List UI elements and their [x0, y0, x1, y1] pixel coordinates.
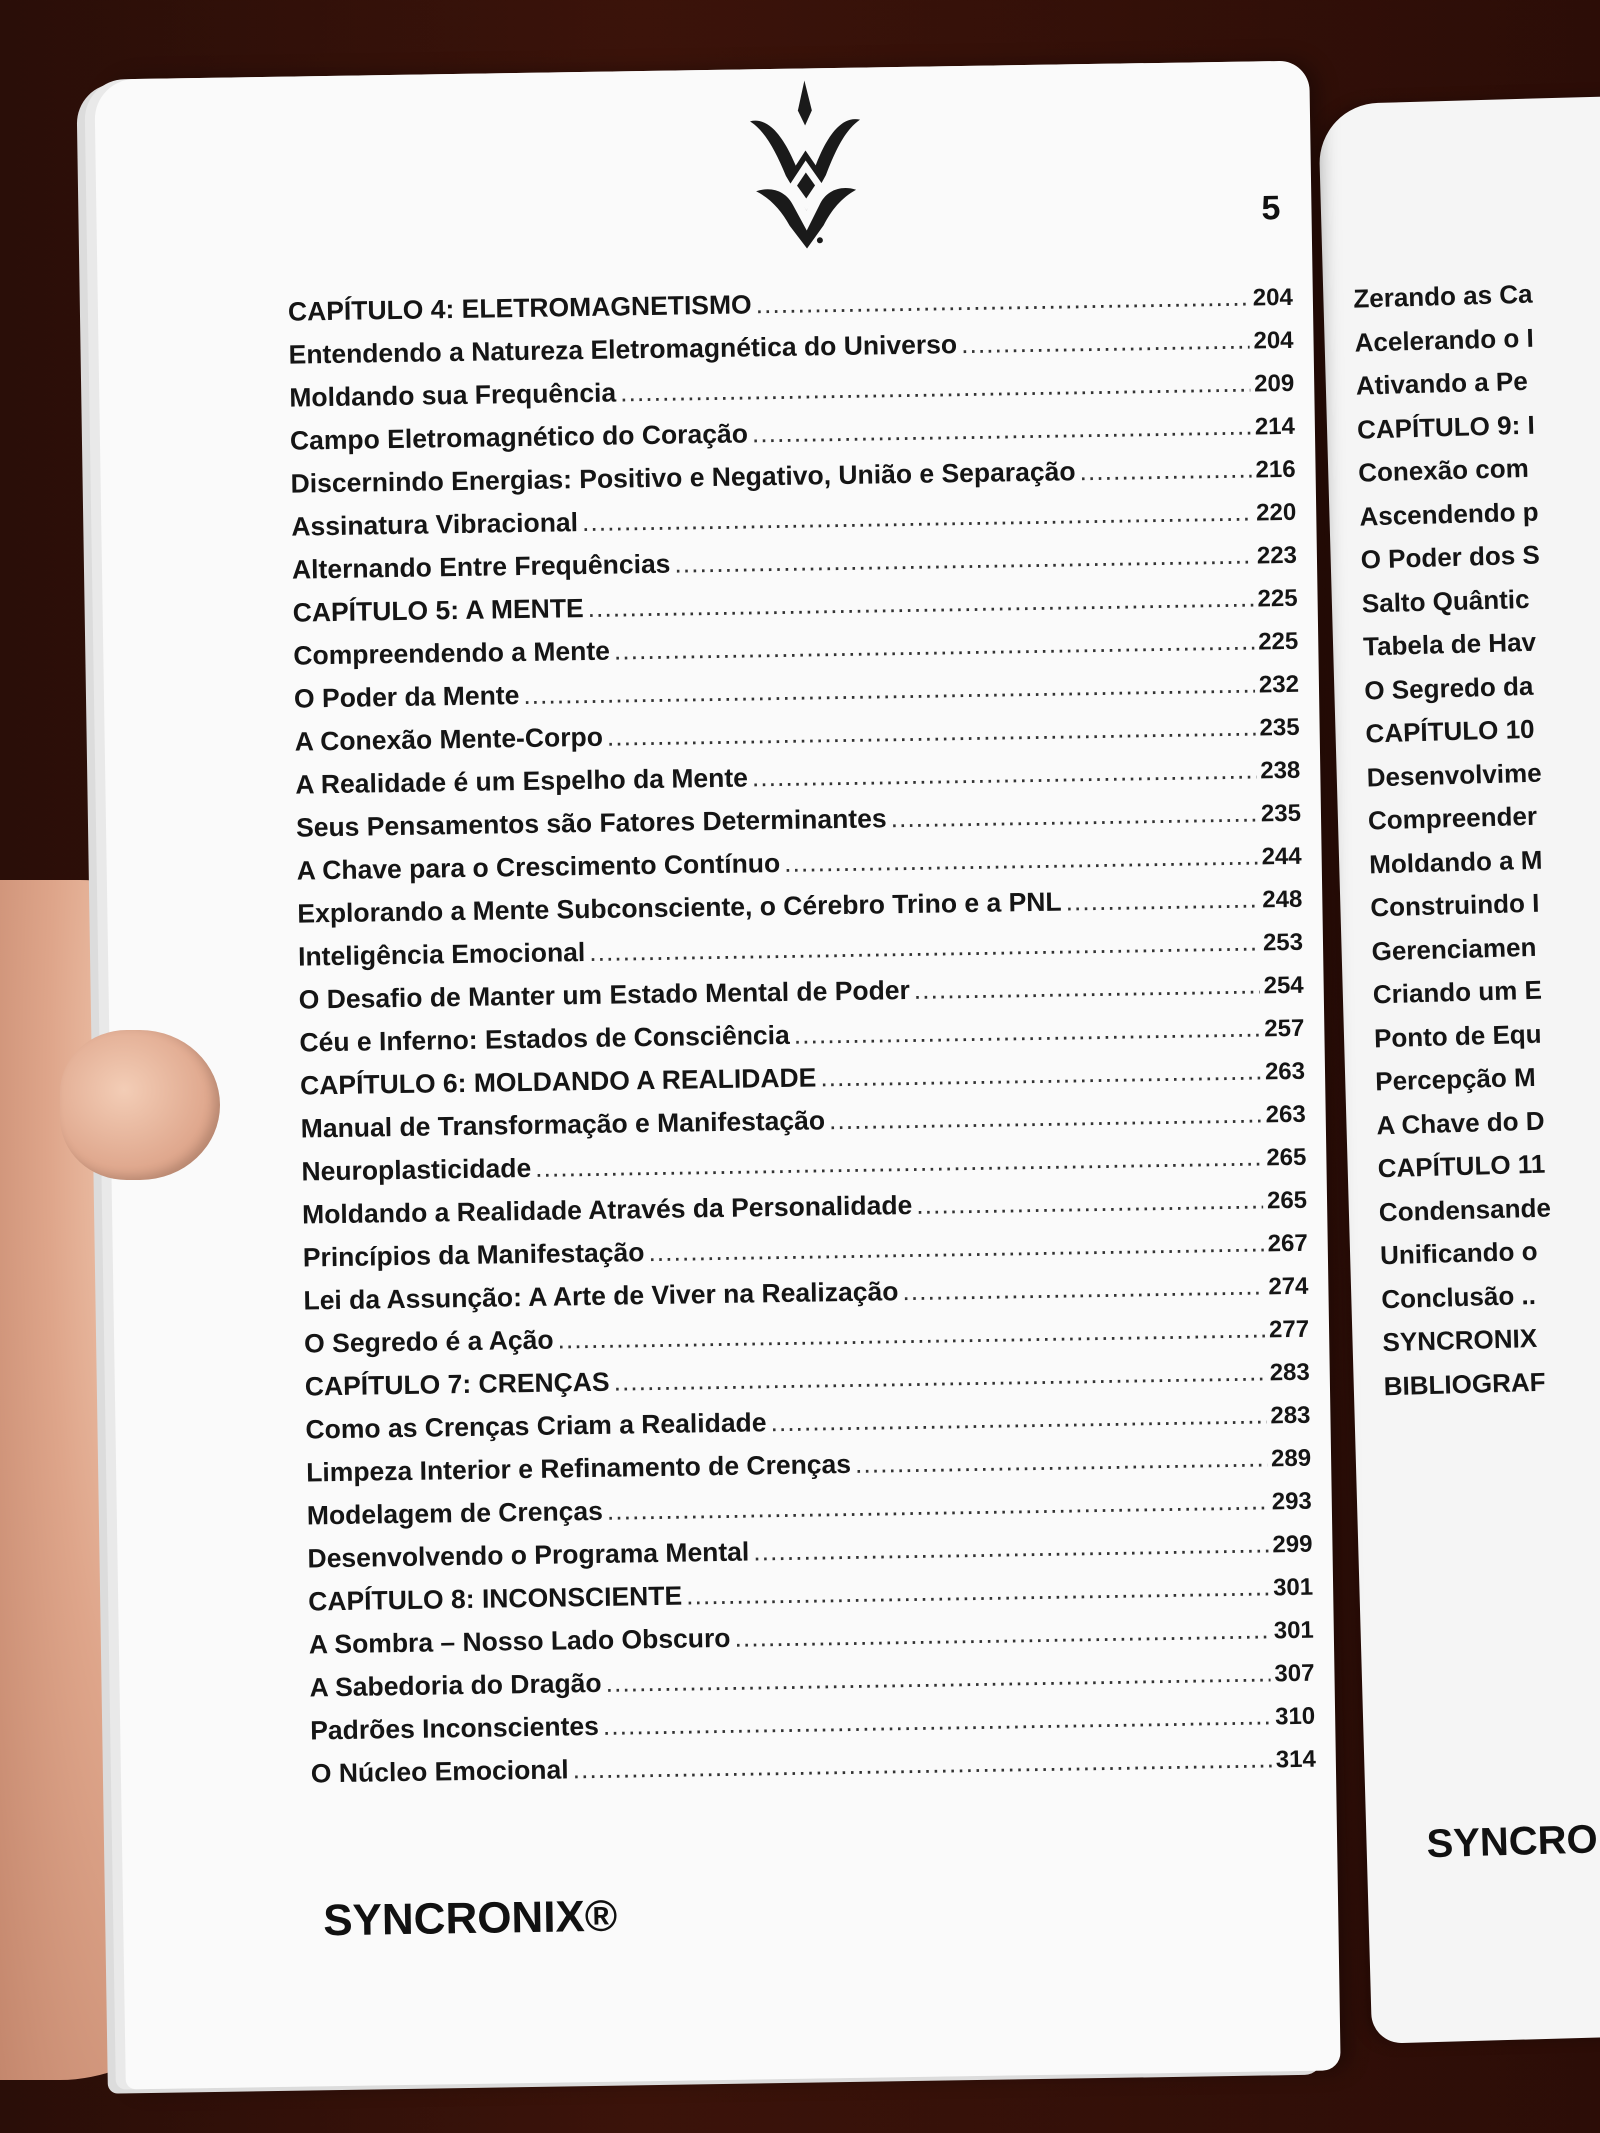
toc-entry-page: 223: [1256, 541, 1298, 570]
toc-entry-title: Inteligência Emocional: [297, 937, 586, 972]
right-page-line: BIBLIOGRAF: [1383, 1366, 1546, 1401]
toc-entry-title: CAPÍTULO 7: CRENÇAS: [304, 1366, 610, 1402]
right-page-line: Construindo I: [1369, 887, 1540, 923]
toc-leader-dots: [961, 325, 1250, 361]
toc-entry-title: A Chave para o Crescimento Contínuo: [296, 847, 781, 886]
toc-entry-page: 310: [1274, 1702, 1316, 1731]
right-page-line: Ativando a Pe: [1355, 365, 1529, 401]
toc-entry-page: 244: [1261, 842, 1302, 871]
toc-entry-title: Moldando a Realidade Através da Personalidade: [301, 1189, 913, 1230]
toc-entry-page: 214: [1254, 412, 1296, 441]
toc-entry-title: O Poder da Mente: [293, 680, 520, 714]
toc-leader-dots: [829, 1098, 1262, 1136]
toc-entry-title: Discernindo Energias: Positivo e Negativo, União e Separação: [290, 456, 1076, 499]
toc-entry-title: Seus Pensamentos são Fatores Determinantes: [295, 803, 887, 843]
toc-entry-title: A Conexão Mente-Corpo: [294, 721, 604, 757]
toc-entry-page: 307: [1274, 1659, 1315, 1688]
toc-entry-title: Moldando sua Frequência: [289, 377, 617, 413]
right-page-line: Tabela de Hav: [1362, 626, 1537, 662]
toc-leader-dots: [784, 840, 1258, 878]
right-page-line: O Poder dos S: [1360, 539, 1541, 575]
toc-entry-title: A Realidade é um Espelho da Mente: [295, 762, 749, 800]
toc-entry-page: 257: [1264, 1014, 1305, 1043]
toc-entry-title: CAPÍTULO 8: INCONSCIENTE: [307, 1580, 683, 1617]
toc-entry-page: 253: [1262, 928, 1304, 957]
toc-entry-page: 301: [1272, 1573, 1314, 1602]
toc-entry-title: Princípios da Manifestação: [302, 1237, 645, 1273]
toc-entry-page: 314: [1275, 1745, 1317, 1774]
right-page-line: Unificando o: [1379, 1235, 1538, 1271]
toc-entry-title: Explorando a Mente Subconsciente, o Cérebro Trino e a PNL: [297, 886, 1062, 929]
toc-entry-title: CAPÍTULO 4: ELETROMAGNETISMO: [287, 289, 752, 327]
toc-entry-page: 299: [1272, 1530, 1313, 1559]
toc-entry-page: 225: [1257, 584, 1298, 613]
toc-entry-page: 235: [1260, 799, 1302, 828]
toc-entry-page: 277: [1268, 1315, 1310, 1344]
toc-leader-dots: [794, 1012, 1261, 1050]
toc-entry-page: 204: [1253, 326, 1294, 355]
right-page-toc: [1353, 275, 1600, 1414]
toc-entry-page: 267: [1267, 1229, 1308, 1258]
right-page-line: Ascendendo p: [1359, 496, 1539, 532]
right-page-line: Salto Quântic: [1361, 583, 1530, 619]
ornamental-crest-icon: [739, 79, 872, 251]
toc-leader-dots: [1079, 454, 1251, 488]
toc-leader-dots: [770, 1399, 1266, 1438]
right-page-line: Ponto de Equ: [1373, 1018, 1542, 1053]
right-page-line: A Chave do D: [1376, 1105, 1545, 1140]
toc-entry-title: Limpeza Interior e Refinamento de Crenças: [305, 1448, 852, 1488]
toc-entry-page: 209: [1253, 369, 1295, 398]
toc-entry-title: Entendendo a Natureza Eletromagnética do Universo: [288, 329, 958, 370]
right-page-line: Compreender: [1367, 800, 1538, 836]
right-page-line: CAPÍTULO 10: [1365, 713, 1535, 749]
toc-leader-dots: [752, 411, 1251, 450]
right-page-line: CAPÍTULO 9: I: [1356, 409, 1536, 445]
toc-entry-title: Padrões Inconscientes: [310, 1710, 600, 1746]
toc-entry-title: O Segredo é a Ação: [303, 1324, 554, 1359]
left-page: [94, 61, 1340, 2090]
toc-entry-page: 265: [1266, 1186, 1308, 1215]
toc-entry-page: 274: [1268, 1272, 1309, 1301]
toc-entry-title: CAPÍTULO 5: A MENTE: [292, 593, 584, 628]
right-page-line: CAPÍTULO 11: [1377, 1148, 1546, 1184]
toc-entry-page: 283: [1269, 1358, 1310, 1387]
right-page-line: Percepção M: [1374, 1061, 1537, 1097]
toc-entry-title: Manual de Transformação e Manifestação: [300, 1105, 826, 1144]
toc-leader-dots: [755, 282, 1249, 321]
toc-entry-page: 225: [1258, 627, 1299, 656]
right-page-brand: SYNCRO: [1425, 1817, 1599, 1867]
toc-entry-title: Desenvolvendo o Programa Mental: [307, 1536, 750, 1574]
toc-entry-page: 265: [1266, 1143, 1307, 1172]
right-page: [1318, 96, 1600, 2044]
footer-brand: SYNCRONIX®: [322, 1891, 618, 1946]
right-page-line: Conexão com: [1357, 452, 1530, 488]
toc-entry-page: 293: [1271, 1487, 1312, 1516]
right-page-line: Zerando as Ca: [1352, 278, 1533, 314]
toc-entry-page: 283: [1270, 1401, 1311, 1430]
toc-entry-title: Céu e Inferno: Estados de Consciência: [299, 1019, 790, 1058]
toc-leader-dots: [1065, 883, 1258, 917]
right-page-line: Moldando a M: [1368, 844, 1543, 879]
toc-entry-title: Compreendendo a Mente: [293, 635, 611, 671]
toc-entry-page: 254: [1263, 971, 1304, 1000]
toc-leader-dots: [855, 1442, 1268, 1479]
toc-entry-page: 216: [1255, 455, 1296, 484]
toc-entry-title: A Sabedoria do Dragão: [309, 1667, 602, 1703]
right-page-line: Acelerando o I: [1354, 322, 1535, 358]
toc-entry-page: 263: [1265, 1100, 1306, 1129]
toc-leader-dots: [820, 1055, 1261, 1093]
toc-entry-title: O Núcleo Emocional: [310, 1754, 569, 1789]
right-page-line: Condensande: [1378, 1192, 1552, 1227]
page-number: 5: [1261, 189, 1281, 228]
toc-entry-page: 263: [1264, 1057, 1306, 1086]
toc-entry-page: 235: [1259, 713, 1300, 742]
toc-leader-dots: [916, 1184, 1263, 1220]
right-page-line: SYNCRONIX: [1382, 1322, 1538, 1358]
toc-entry-page: 220: [1255, 498, 1297, 527]
toc-entry-title: Alternando Entre Frequências: [291, 548, 671, 585]
right-page-line: Desenvolvime: [1366, 757, 1542, 792]
right-page-line: O Segredo da: [1363, 670, 1534, 705]
toc-leader-dots: [914, 969, 1260, 1005]
toc-entry-title: O Desafio de Manter um Estado Mental de Poder: [298, 974, 911, 1015]
toc-leader-dots: [890, 797, 1257, 834]
toc-entry-title: Como as Crenças Criam a Realidade: [305, 1407, 767, 1445]
toc-leader-dots: [902, 1270, 1264, 1307]
toc-entry-title: Modelagem de Crenças: [306, 1495, 604, 1531]
table-of-contents: [288, 281, 1317, 1802]
toc-entry-page: 289: [1270, 1444, 1312, 1473]
toc-entry-title: Campo Eletromagnético do Coração: [289, 418, 749, 456]
toc-entry-title: Assinatura Vibracional: [291, 507, 579, 542]
toc-entry-page: 232: [1258, 670, 1300, 699]
right-page-line: Criando um E: [1372, 974, 1543, 1010]
toc-entry-title: Neuroplasticidade: [301, 1152, 532, 1187]
toc-entry-title: A Sombra – Nosso Lado Obscuro: [308, 1622, 731, 1660]
toc-entry-title: Lei da Assunção: A Arte de Viver na Realização: [303, 1276, 899, 1316]
toc-entry-page: 301: [1273, 1616, 1315, 1645]
toc-entry-title: CAPÍTULO 6: MOLDANDO A REALIDADE: [299, 1062, 817, 1101]
toc-leader-dots: [752, 755, 1257, 794]
thumb: [60, 1030, 220, 1180]
right-page-line: Gerenciamen: [1371, 931, 1537, 966]
right-page-line: Conclusão ..: [1380, 1279, 1537, 1314]
toc-entry-page: 248: [1262, 885, 1303, 914]
toc-entry-page: 238: [1260, 756, 1301, 785]
toc-entry-page: 204: [1252, 283, 1294, 312]
